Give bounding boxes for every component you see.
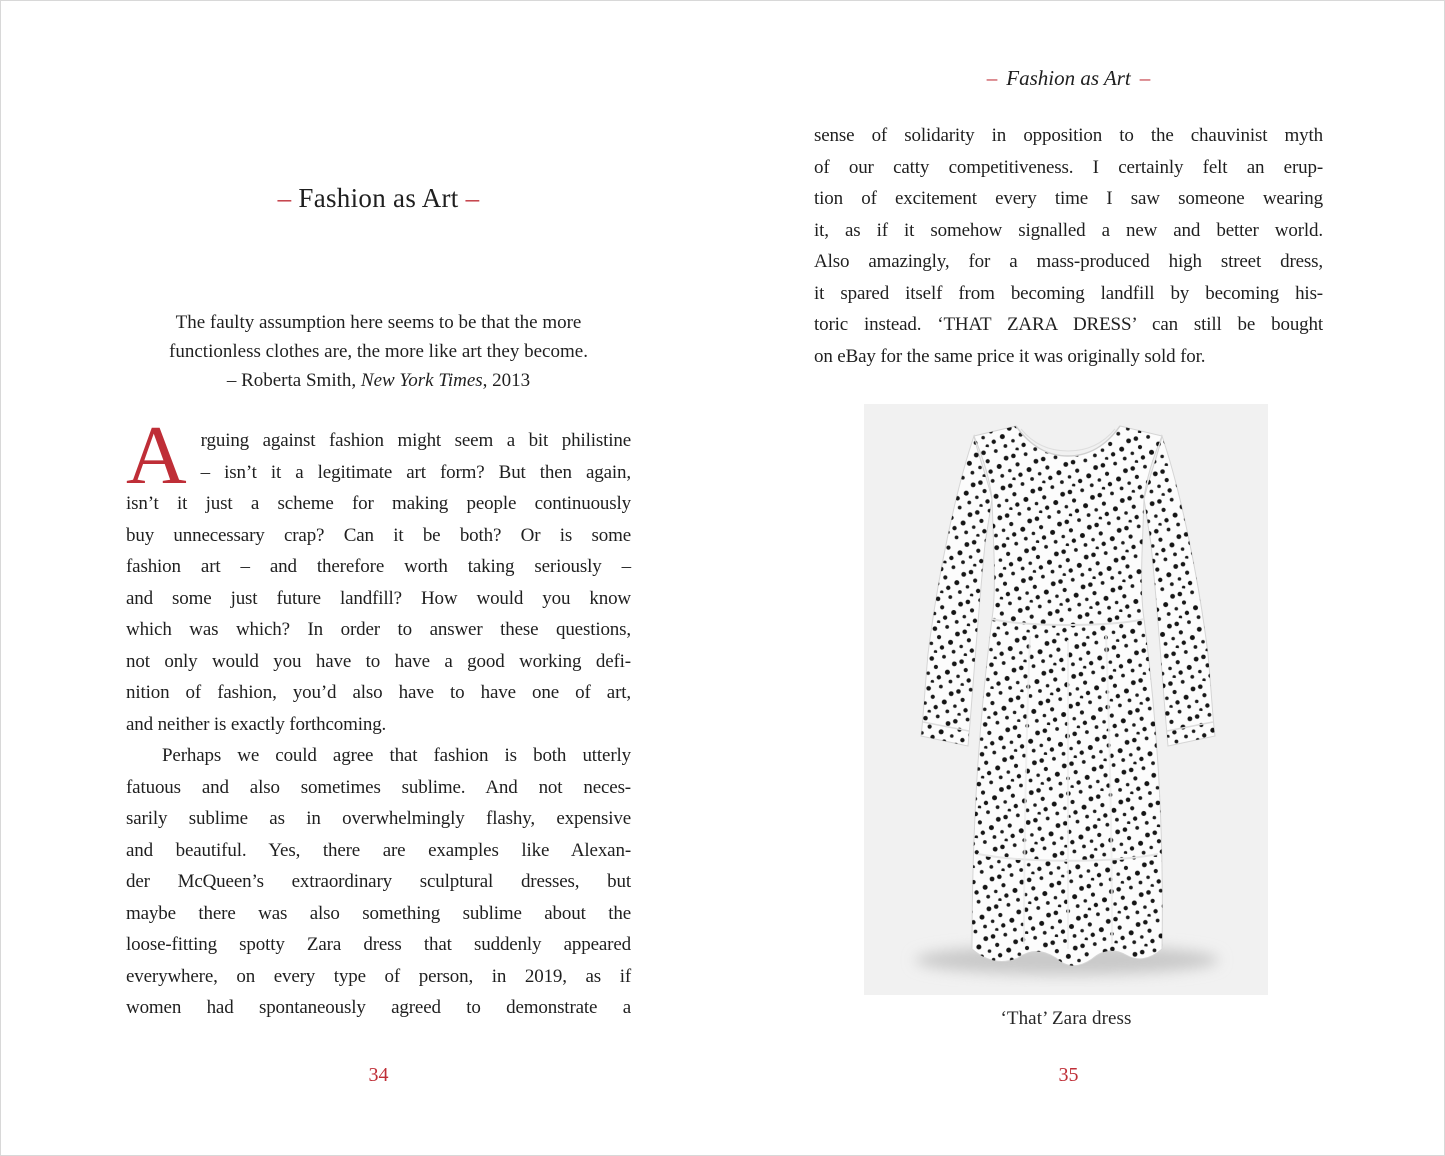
epigraph-attribution: [126, 366, 631, 395]
text-line: on eBay for the same price it was originally sold for.: [814, 345, 1206, 367]
right-page: [814, 1, 1323, 1155]
title-dash-left: –: [277, 183, 292, 213]
running-header-text: Fashion as Art: [1006, 66, 1131, 90]
header-dash-right: –: [1139, 66, 1151, 90]
text-line: women had spontaneously agreed to demonstrate a: [126, 997, 631, 1018]
page-number-right: 35: [1058, 1064, 1079, 1086]
text-line: it spared itself from becoming landfill by becoming his-: [814, 282, 1323, 304]
text-line: sarily sublime as in overwhelmingly flashy, expensive: [126, 808, 631, 829]
attribution-prefix: – Roberta Smith,: [226, 370, 361, 391]
left-body-text: [126, 409, 631, 1024]
page-number-left: 34: [368, 1064, 389, 1086]
text-line: not only would you have to have a good working defi-: [126, 650, 631, 672]
text-line: which was which? In order to answer these questions,: [126, 619, 631, 640]
text-line: loose-fitting spotty Zara dress that suddenly appeared: [126, 934, 631, 955]
figure-caption: ‘That’ Zara dress: [1000, 1008, 1132, 1029]
attribution-source: New York Times: [360, 370, 483, 391]
running-header: [814, 66, 1323, 91]
epigraph: [126, 308, 631, 395]
dropcap-A: A: [126, 409, 187, 502]
text-line: everywhere, on every type of person, in 2019, as if: [126, 965, 631, 987]
text-line: Perhaps we could agree that fashion is both utterly: [162, 745, 631, 766]
left-page: [126, 1, 631, 1155]
chapter-title: [126, 183, 631, 214]
text-line: sense of solidarity in opposition to the chauvinist myth: [814, 125, 1323, 146]
text-line: and neither is exactly forthcoming.: [126, 713, 387, 735]
epigraph-line: functionless clothes are, the more like art they become.: [169, 341, 588, 362]
paragraph-1: [126, 409, 631, 740]
chapter-title-text: Fashion as Art: [298, 183, 459, 213]
text-line: buy unnecessary crap? Can it be both? Or is some: [126, 524, 631, 546]
text-line: isn’t it just a scheme for making people continuously: [126, 493, 631, 514]
paragraph-2: [126, 740, 631, 1024]
text-line: fatuous and also sometimes sublime. And not neces-: [126, 776, 631, 798]
attribution-suffix: , 2013: [482, 370, 531, 391]
dress-figure: [864, 404, 1268, 1030]
text-line: toric instead. ‘THAT ZARA DRESS’ can still be bought: [814, 314, 1323, 335]
text-line: and some just future landfill? How would you know: [126, 587, 631, 609]
text-line: it, as if it somehow signalled a new and better world.: [814, 219, 1323, 241]
text-line: fashion art – and therefore worth taking seriously –: [126, 556, 631, 577]
text-line: of our catty competitiveness. I certainly felt an erup-: [814, 156, 1323, 178]
zara-dress-photo: [864, 404, 1268, 995]
text-line: maybe there was also something sublime about the: [126, 902, 631, 924]
title-dash-right: –: [465, 183, 480, 213]
epigraph-line: The faulty assumption here seems to be that the more: [175, 312, 582, 333]
header-dash-left: –: [986, 66, 998, 90]
right-body-text: [814, 120, 1323, 372]
text-line: and beautiful. Yes, there are examples like Alexan-: [126, 839, 631, 861]
text-line: tion of excitement every time I saw someone wearing: [814, 188, 1323, 209]
text-line: rguing against fashion might seem a bit philistine: [200, 430, 631, 451]
text-line: der McQueen’s extraordinary sculptural dresses, but: [126, 871, 631, 892]
text-line: nition of fashion, you’d also have to have one of art,: [126, 682, 631, 703]
text-line: – isn’t it a legitimate art form? But then again,: [200, 461, 631, 483]
text-line: Also amazingly, for a mass-produced high street dress,: [814, 251, 1323, 272]
